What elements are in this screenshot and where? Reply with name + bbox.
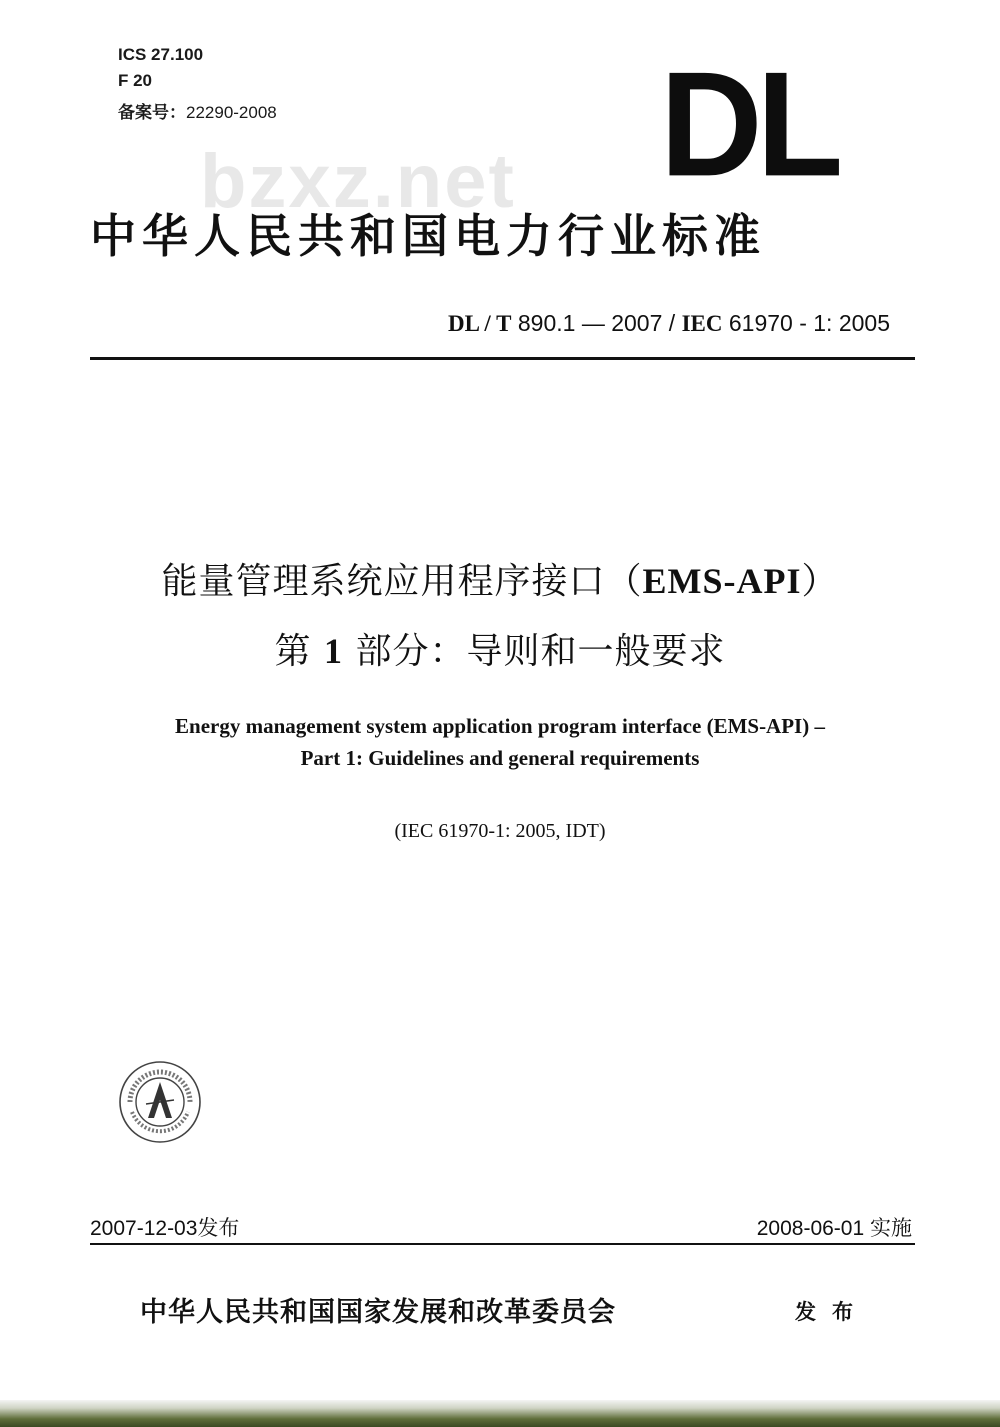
dl-logo: DL — [660, 41, 838, 208]
header-divider — [90, 357, 915, 360]
iec-prefix: IEC — [681, 311, 723, 336]
standard-number-prefix: DL / T — [447, 311, 512, 336]
english-title-line-1: Energy management system application program interface (EMS-API) – — [175, 714, 825, 738]
watermark: bzxz.net — [200, 139, 516, 224]
english-title-line-2: Part 1: Guidelines and general requirements — [300, 746, 700, 770]
footer-divider — [90, 1243, 915, 1245]
standard-number-rest: 890.1 — 2007 / — [511, 310, 682, 336]
iec-number: 61970 - 1: 2005 — [722, 310, 890, 336]
cn-title-1c: ） — [801, 561, 839, 602]
publish-label: 发布 — [795, 1299, 869, 1324]
scan-edge-strip — [0, 1400, 1000, 1427]
ccs-code: F 20 — [118, 71, 153, 90]
cn-title-1b: EMS-API — [642, 561, 802, 601]
cn-title-2b: 1 — [324, 631, 343, 671]
filing-label: 备案号： — [118, 103, 186, 122]
effective-date: 2008-06-01 实施 — [756, 1217, 912, 1240]
chinese-title-line-1 — [0, 553, 1000, 604]
publisher-seal-icon — [118, 1060, 202, 1144]
standard-number — [448, 310, 890, 337]
chinese-title-line-2 — [0, 623, 1000, 674]
filing-value: 22290-2008 — [186, 103, 277, 122]
ics-code: ICS 27.100 — [118, 45, 204, 64]
cn-title-1a: 能量管理系统应用程序接口（ — [161, 561, 643, 602]
cn-title-2a: 第 — [274, 631, 324, 672]
publisher-name: 中华人民共和国国家发展和改革委员会 — [140, 1297, 616, 1328]
filing-number — [118, 98, 277, 123]
issue-date: 2007-12-03发布 — [90, 1217, 240, 1240]
cn-title-2c: 部分：导则和一般要求 — [343, 631, 726, 672]
iec-reference: (IEC 61970-1: 2005, IDT) — [394, 820, 606, 842]
standard-category-title: 中华人民共和国电力行业标准 — [90, 209, 766, 263]
